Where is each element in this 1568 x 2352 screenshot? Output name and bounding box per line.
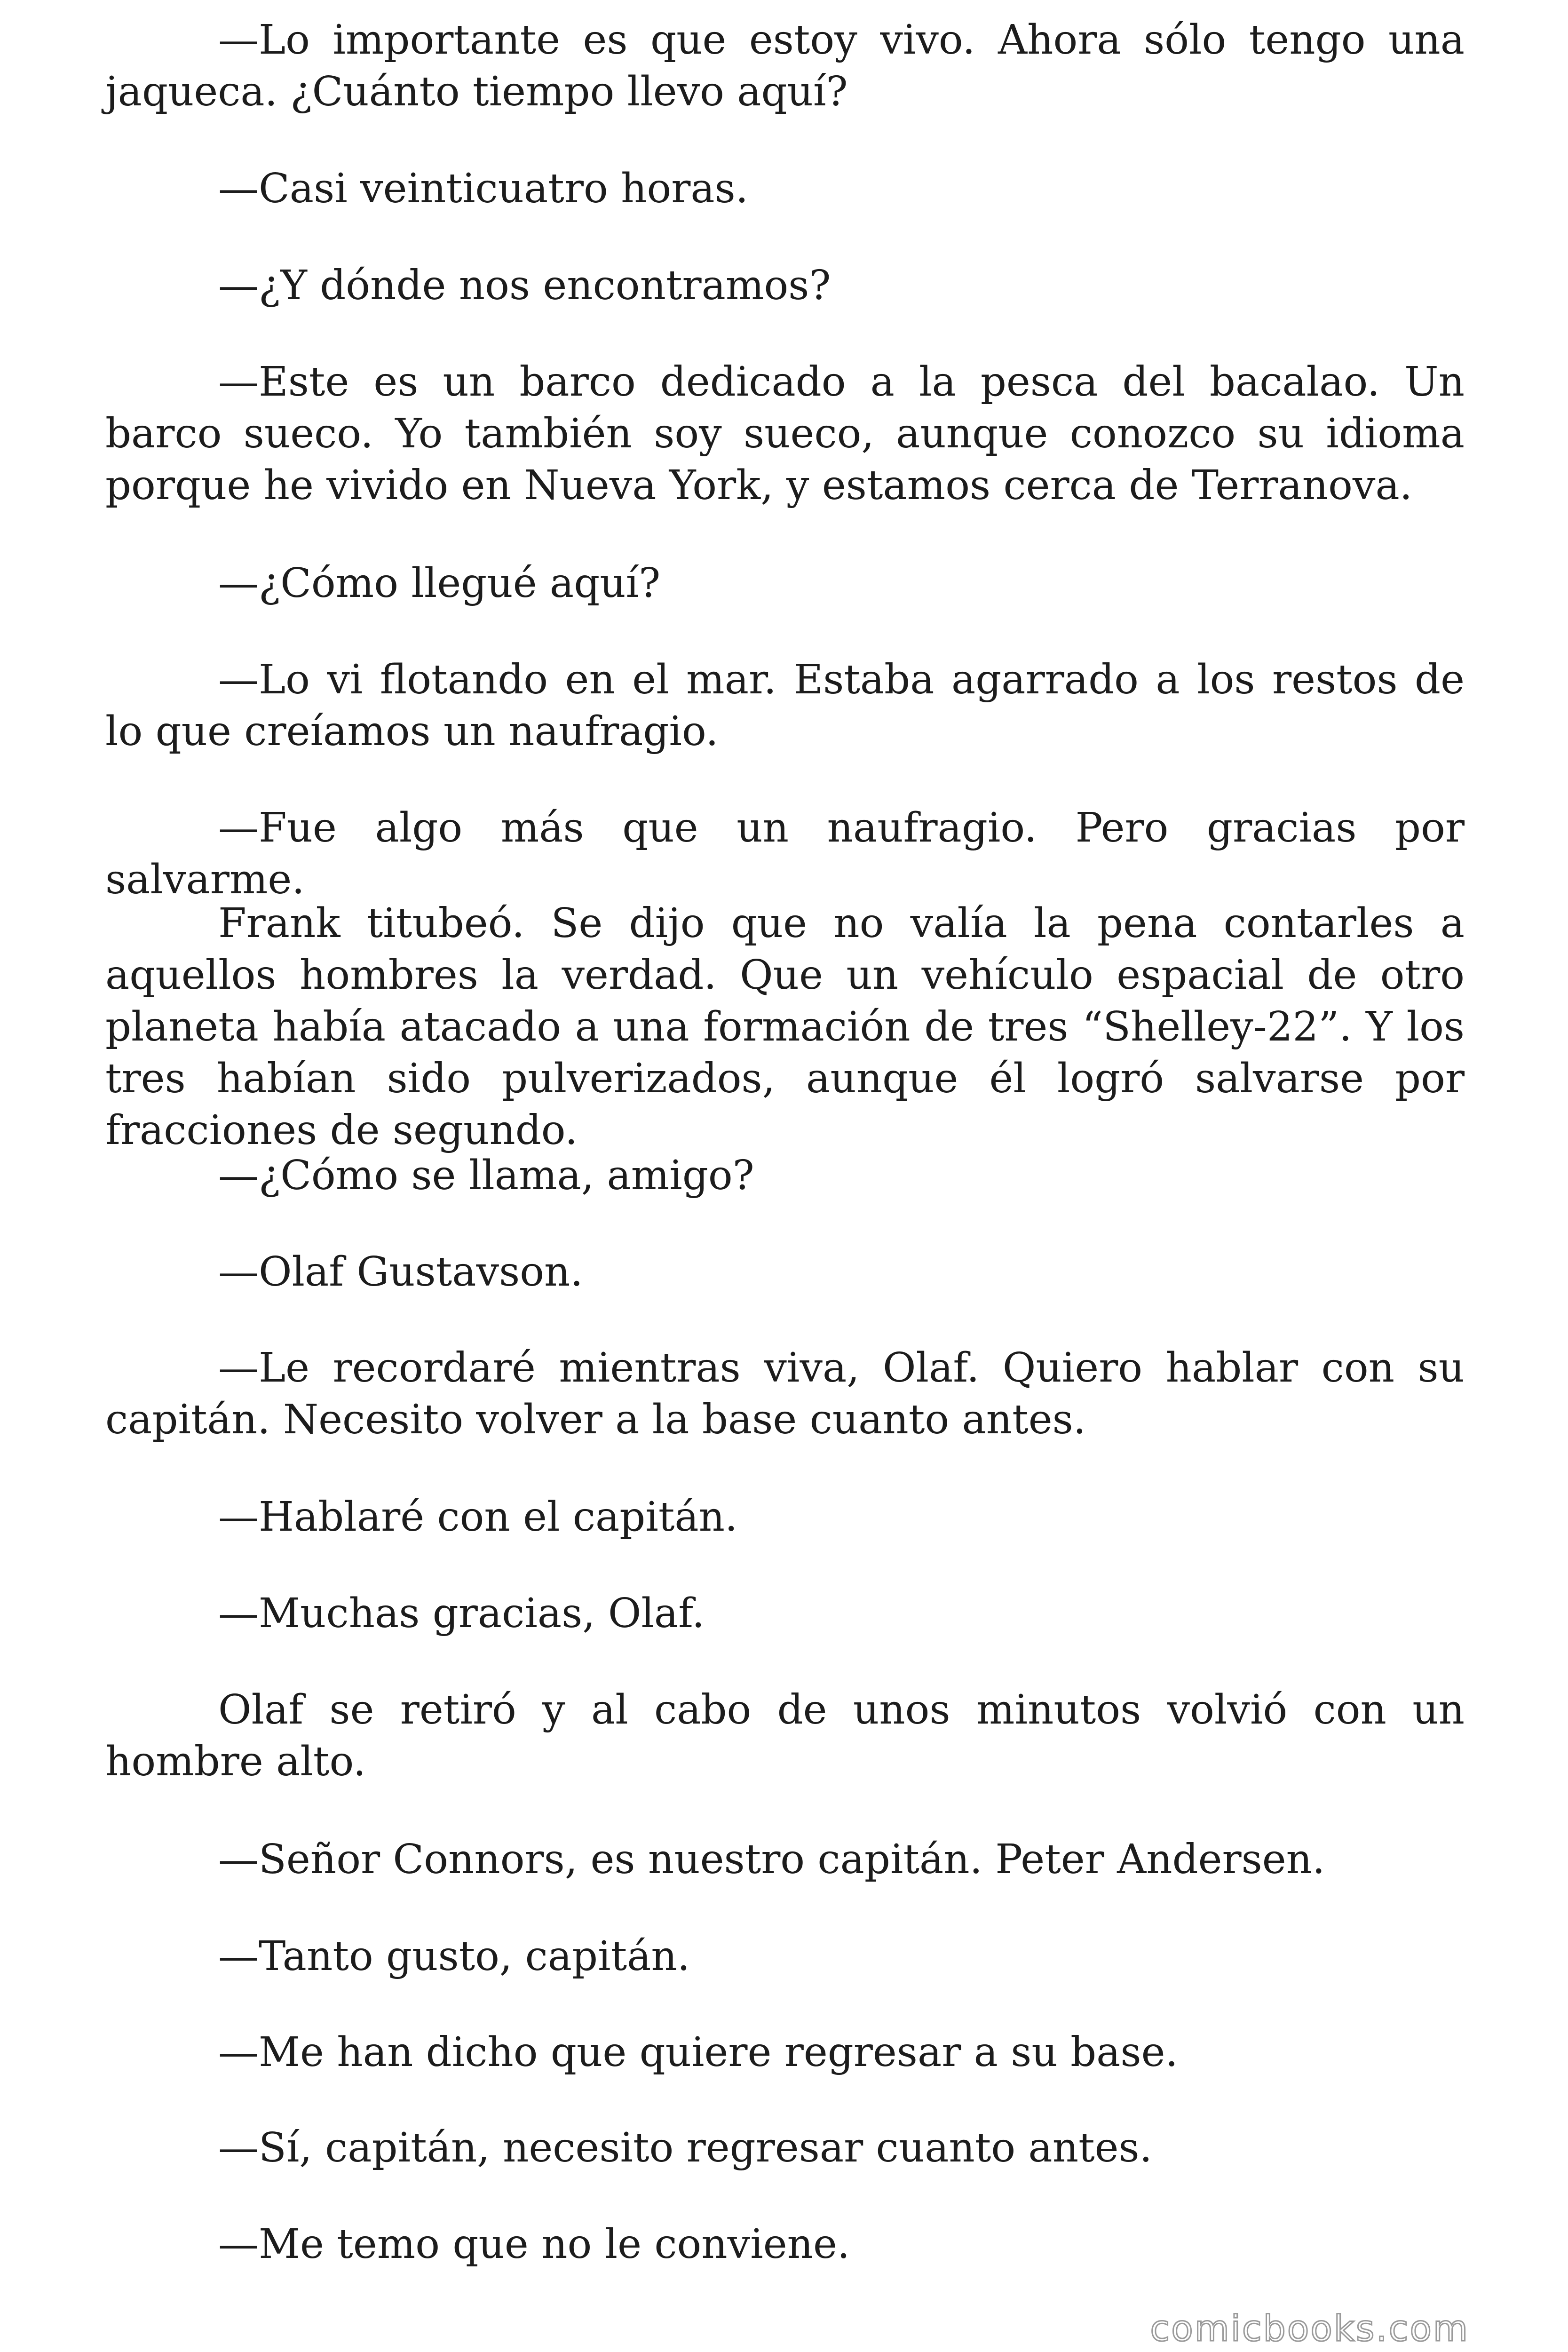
paragraph: —Le recordaré mientras viva, Olaf. Quiero hablar con su capitán. Necesito volver a la base cuanto antes. [105,1344,1465,1443]
paragraph: —Lo importante es que estoy vivo. Ahora sólo tengo una jaqueca. ¿Cuánto tiempo llevo aquí? [105,16,1465,115]
paragraph: —Este es un barco dedicado a la pesca del bacalao. Un barco sueco. Yo también soy sueco, aunque conozco su idioma porque he vivido en Nueva York, y estamos cerca de Terranova. [105,358,1465,509]
paragraph: —¿Cómo llegué aquí? [218,560,661,607]
paragraph: —Hablaré con el capitán. [218,1494,738,1541]
paragraph: —Tanto gusto, capitán. [218,1933,690,1980]
book-page [105,0,1465,2352]
paragraph: —Olaf Gustavson. [218,1248,583,1295]
paragraph: —¿Cómo se llama, amigo? [218,1152,754,1199]
paragraph: —Casi veinticuatro horas. [218,165,749,212]
paragraph: —Fue algo más que un naufragio. Pero gracias por salvarme. [105,804,1465,903]
paragraph: —¿Y dónde nos encontramos? [218,262,831,309]
paragraph: —Lo vi flotando en el mar. Estaba agarrado a los restos de lo que creíamos un naufragio. [105,656,1465,755]
watermark: comicbooks.com [1150,2307,1469,2349]
paragraph: —Muchas gracias, Olaf. [218,1590,705,1637]
paragraph: Olaf se retiró y al cabo de unos minutos volvió con un hombre alto. [105,1686,1465,1785]
paragraph: —Sí, capitán, necesito regresar cuanto antes. [218,2124,1153,2171]
paragraph: —Señor Connors, es nuestro capitán. Peter Andersen. [218,1836,1325,1883]
paragraph: —Me han dicho que quiere regresar a su base. [218,2029,1178,2076]
paragraph: —Me temo que no le conviene. [218,2221,850,2268]
paragraph: Frank titubeó. Se dijo que no valía la pena contarles a aquellos hombres la verdad. Que un vehículo espacial de otro planeta había atacado a una formación de tres “Shelley-22”. Y los tres habían sido pulverizados, aunque él logró salvarse por fracciones de segundo. [105,900,1465,1154]
